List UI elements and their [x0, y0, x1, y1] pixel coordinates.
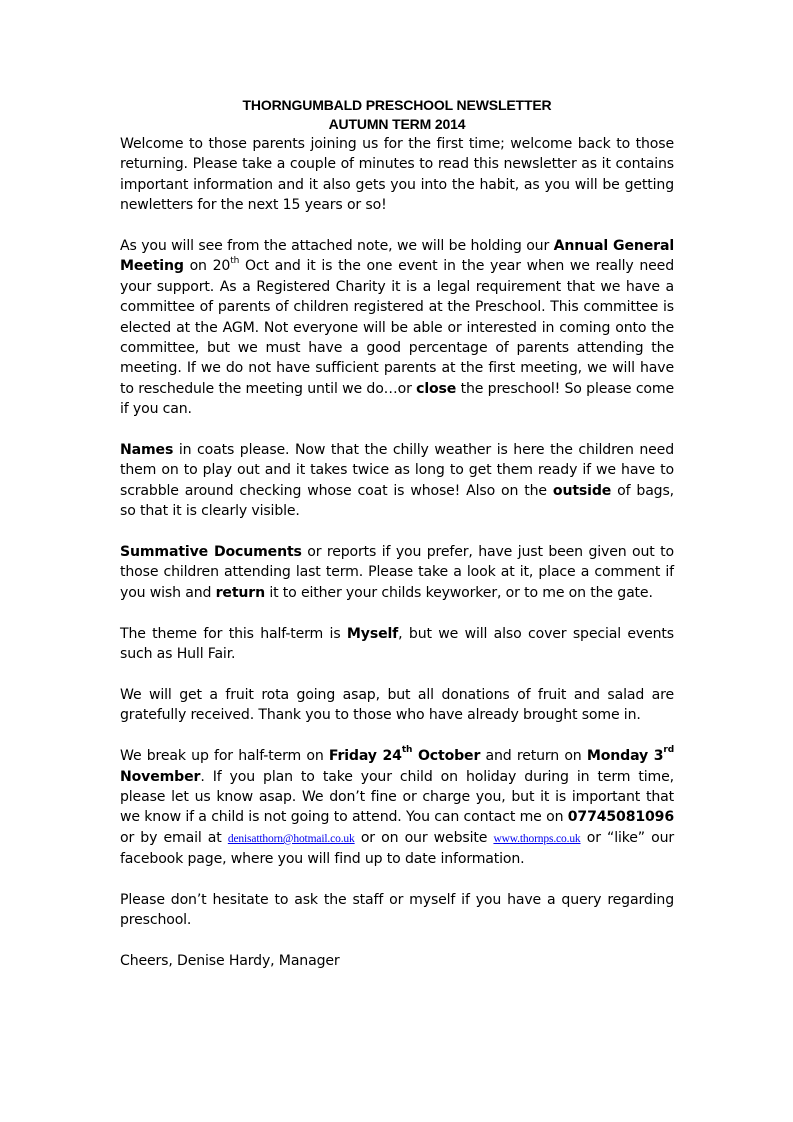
break-date: Friday 24th October	[328, 745, 481, 765]
welcome-paragraph: Welcome to those parents joining us for the first time; welcome back to those returning. Please take a couple of minutes to read this newsletter as it contains important information and it also gets you into the habit, as you will be getting newletters for the next 15 years or so!	[120, 136, 674, 214]
return-date: Monday 3rd November	[120, 745, 674, 785]
website-link[interactable]: www.thornps.co.uk	[493, 832, 581, 845]
newsletter-header	[120, 96, 674, 134]
fruit-paragraph: We will get a fruit rota going asap, but all donations of fruit and salad are gratefully received. Thank you to those who have already brought some in.	[120, 686, 674, 724]
close-emphasis: close	[416, 380, 457, 397]
query-paragraph: Please don’t hesitate to ask the staff or myself if you have a query regarding preschool.	[120, 891, 674, 929]
theme-paragraph: The theme for this half-term is Myself, but we will also cover special events such as Hull Fair.	[120, 625, 674, 663]
names-paragraph: Names in coats please. Now that the chilly weather is here the children need them on to play out and it takes twice as long to get them ready if we have to scrabble around checking whose coat is whose! Also on the outside of bags, so that it is clearly visible.	[120, 442, 675, 520]
agm-emphasis: Annual General Meeting	[120, 238, 675, 275]
return-emphasis: return	[215, 584, 265, 601]
names-emphasis: Names	[120, 442, 174, 459]
newsletter-title: THORNGUMBALD PRESCHOOL NEWSLETTER	[242, 97, 552, 113]
outside-emphasis: outside	[552, 482, 612, 499]
summative-emphasis: Summative Documents	[120, 544, 302, 561]
signoff: Cheers, Denise Hardy, Manager	[120, 953, 340, 970]
phone-number: 07745081096	[567, 809, 674, 826]
half-term-paragraph: We break up for half-term on Friday 24th October and return on Monday 3rd November. If you plan to take your child on holiday during in term time, please let us know asap. We don’t fine or charge you, but it is important that we know if a child is not going to attend. You can contact me on 07745081096 or by email at denisatthorn@hotmail.co.uk or on our website www.thornps.co.uk or “like” our facebook page, where you will find up to date information.	[120, 745, 675, 868]
email-link[interactable]: denisatthorn@hotmail.co.uk	[227, 832, 355, 845]
agm-paragraph: As you will see from the attached note, we will be holding our Annual General Meeting on 20th Oct and it is the one event in the year when we really need your support. As a Registered Charity it is a legal requirement that we have a committee of parents of children registered at the Preschool. This committee is elected at the AGM. Not everyone will be able or interested in coming onto the committee, but we must have a good percentage of parents attending the meeting. If we do not have sufficient parents at the first meeting, we will have to reschedule the meeting until we do…or close the preschool! So please come if you can.	[120, 238, 675, 418]
newsletter-subtitle: AUTUMN TERM 2014	[328, 116, 466, 132]
summative-paragraph: Summative Documents or reports if you prefer, have just been given out to those children attending last term. Please take a look at it, place a comment if you wish and return it to either your childs keyworker, or to me on the gate.	[120, 544, 674, 601]
theme-emphasis: Myself	[346, 625, 399, 642]
newsletter-page	[120, 96, 674, 972]
